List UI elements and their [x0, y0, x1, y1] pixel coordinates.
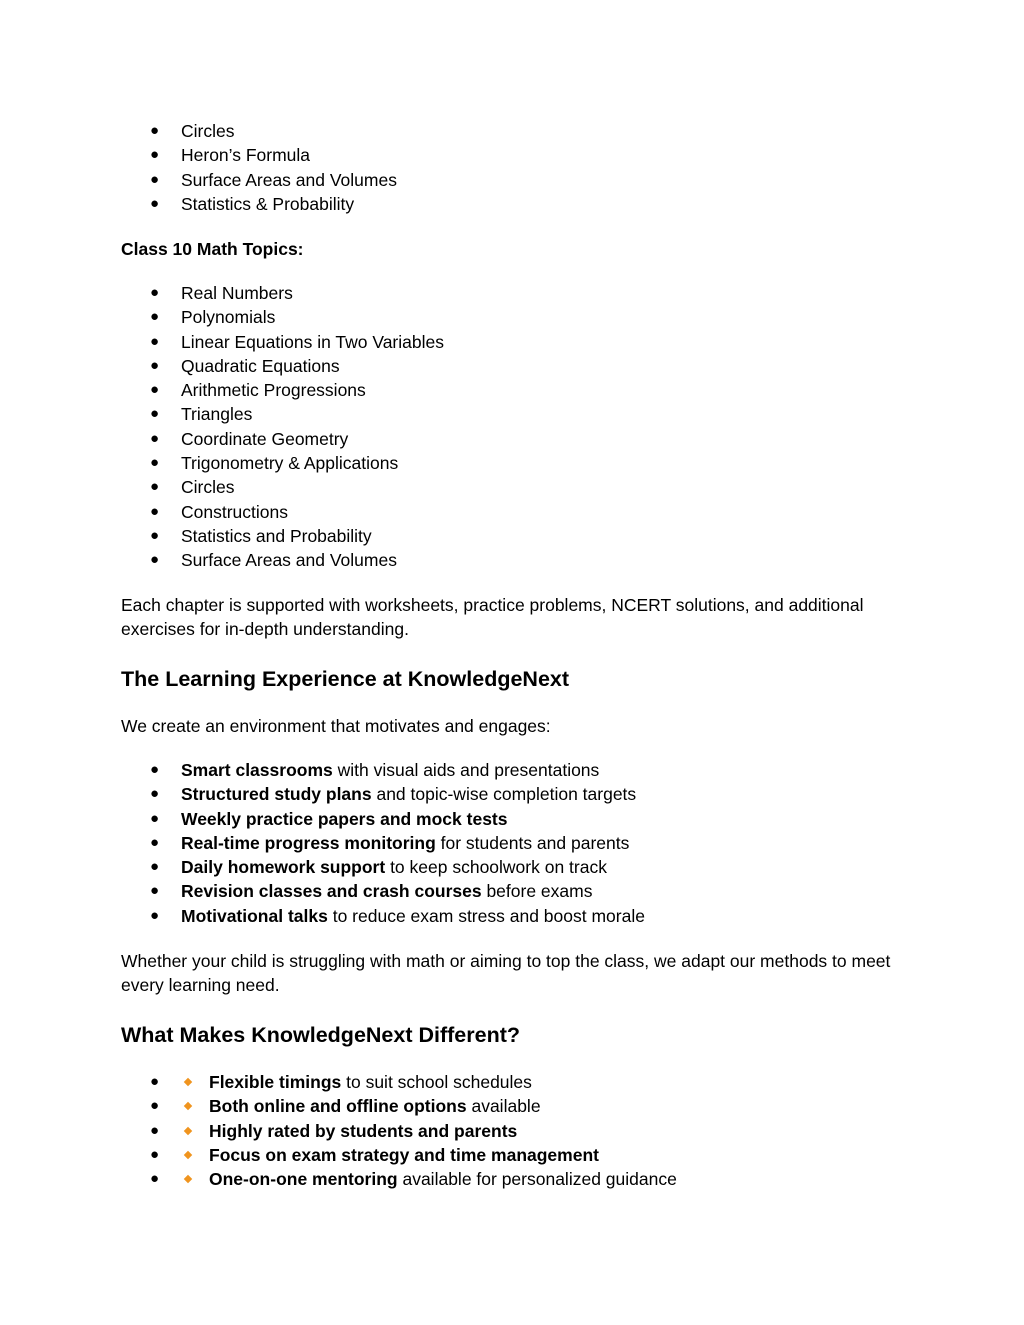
bullet-icon: ●	[150, 882, 160, 900]
topic-label: Statistics and Probability	[181, 525, 372, 546]
difference-bold: Both online and offline options	[209, 1096, 467, 1117]
difference-text	[209, 1167, 677, 1191]
topic-label: Arithmetic Progressions	[181, 380, 366, 401]
class10-heading: Class 10 Math Topics:	[121, 239, 304, 259]
difference-text	[209, 1070, 532, 1094]
bullet-icon: ●	[150, 1097, 160, 1115]
difference-bold: Focus on exam strategy and time management	[209, 1144, 599, 1165]
bullet-icon: ●	[150, 1170, 160, 1188]
feature-bold: Daily homework support	[181, 857, 386, 878]
bullet-icon: ●	[150, 284, 160, 301]
bullet-icon: ●	[150, 551, 160, 569]
feature-bold: Revision classes and crash courses	[181, 881, 482, 902]
difference-rest: available	[466, 1096, 541, 1117]
bullet-icon: ●	[150, 405, 160, 423]
bullet-icon: ●	[150, 356, 160, 374]
bullet-icon: ●	[150, 785, 160, 803]
bullet-icon: ●	[150, 502, 160, 520]
bullet-icon: ●	[150, 429, 160, 447]
bullet-icon: ●	[150, 308, 160, 326]
learning-experience-intro: We create an environment that motivates and engages:	[121, 716, 551, 736]
orange-diamond-icon	[184, 1126, 192, 1134]
bullet-icon: ●	[150, 858, 160, 876]
feature-bold: Structured study plans	[181, 784, 372, 805]
feature-bold: Smart classrooms	[181, 760, 333, 780]
feature-rest: with visual aids and presentations	[332, 760, 600, 780]
topic-label: Heron’s Formula	[181, 145, 311, 166]
bullet-icon: ●	[150, 381, 160, 399]
topic-label: Real Numbers	[181, 283, 293, 303]
topic-label: Triangles	[181, 404, 253, 425]
bullet-icon: ●	[150, 170, 160, 188]
topic-label: Quadratic Equations	[181, 355, 340, 376]
feature-rest: to keep schoolwork on track	[385, 857, 607, 878]
topic-label: Linear Equations in Two Variables	[181, 331, 444, 352]
topic-label: Constructions	[181, 501, 288, 522]
difference-bold: Highly rated by students and parents	[209, 1120, 518, 1141]
feature-rest: before exams	[481, 881, 593, 902]
topic-label: Coordinate Geometry	[181, 428, 349, 449]
bullet-icon: ●	[150, 454, 160, 472]
difference-bold: One-on-one mentoring	[209, 1169, 398, 1190]
feature-text	[181, 879, 592, 903]
orange-diamond-icon	[184, 1078, 192, 1086]
feature-text	[181, 807, 508, 831]
difference-text	[209, 1143, 599, 1167]
difference-text	[209, 1119, 517, 1143]
feature-text	[181, 855, 607, 879]
difference-rest: to suit school schedules	[341, 1072, 532, 1092]
topic-label: Statistics & Probability	[181, 193, 355, 214]
topic-label: Trigonometry & Applications	[181, 453, 399, 474]
bullet-icon: ●	[150, 906, 160, 924]
topic-label: Surface Areas and Volumes	[181, 550, 397, 571]
differences-heading: What Makes KnowledgeNext Different?	[121, 1023, 520, 1047]
difference-text	[209, 1094, 541, 1118]
bullet-icon: ●	[150, 761, 160, 778]
topic-label: Circles	[181, 477, 235, 498]
orange-diamond-icon	[184, 1151, 192, 1159]
topic-label: Polynomials	[181, 307, 276, 328]
feature-text	[181, 831, 629, 855]
orange-diamond-icon	[184, 1102, 192, 1110]
feature-text	[181, 904, 645, 928]
bullet-icon: ●	[150, 146, 160, 164]
bullet-icon: ●	[150, 526, 160, 544]
bullet-icon: ●	[150, 194, 160, 212]
orange-diamond-icon	[184, 1175, 192, 1183]
bullet-icon: ●	[150, 809, 160, 827]
bullet-icon: ●	[150, 1073, 160, 1090]
difference-bold: Flexible timings	[209, 1072, 342, 1092]
bullet-icon: ●	[150, 478, 160, 496]
feature-bold: Weekly practice papers and mock tests	[181, 808, 508, 829]
topic-label: Circles	[181, 121, 235, 141]
learning-experience-closing: Whether your child is struggling with math or aiming to top the class, we adapt our methods to meet every learning need.	[121, 951, 891, 996]
feature-bold: Real-time progress monitoring	[181, 832, 436, 853]
feature-bold: Motivational talks	[181, 905, 328, 926]
learning-experience-heading: The Learning Experience at KnowledgeNext	[121, 667, 570, 691]
bullet-icon: ●	[150, 122, 160, 139]
feature-rest: for students and parents	[435, 832, 630, 853]
feature-text	[181, 782, 636, 806]
feature-text	[181, 758, 599, 782]
chapter-support-paragraph: Each chapter is supported with worksheets, practice problems, NCERT solutions, and additional exercises for in-depth understanding.	[121, 595, 864, 640]
bullet-icon: ●	[150, 833, 160, 851]
bullet-icon: ●	[150, 332, 160, 350]
bullet-icon: ●	[150, 1121, 160, 1139]
difference-rest: available for personalized guidance	[397, 1169, 677, 1190]
feature-rest: and topic-wise completion targets	[371, 784, 637, 805]
bullet-icon: ●	[150, 1145, 160, 1163]
topic-label: Surface Areas and Volumes	[181, 169, 397, 190]
feature-rest: to reduce exam stress and boost morale	[327, 905, 645, 926]
